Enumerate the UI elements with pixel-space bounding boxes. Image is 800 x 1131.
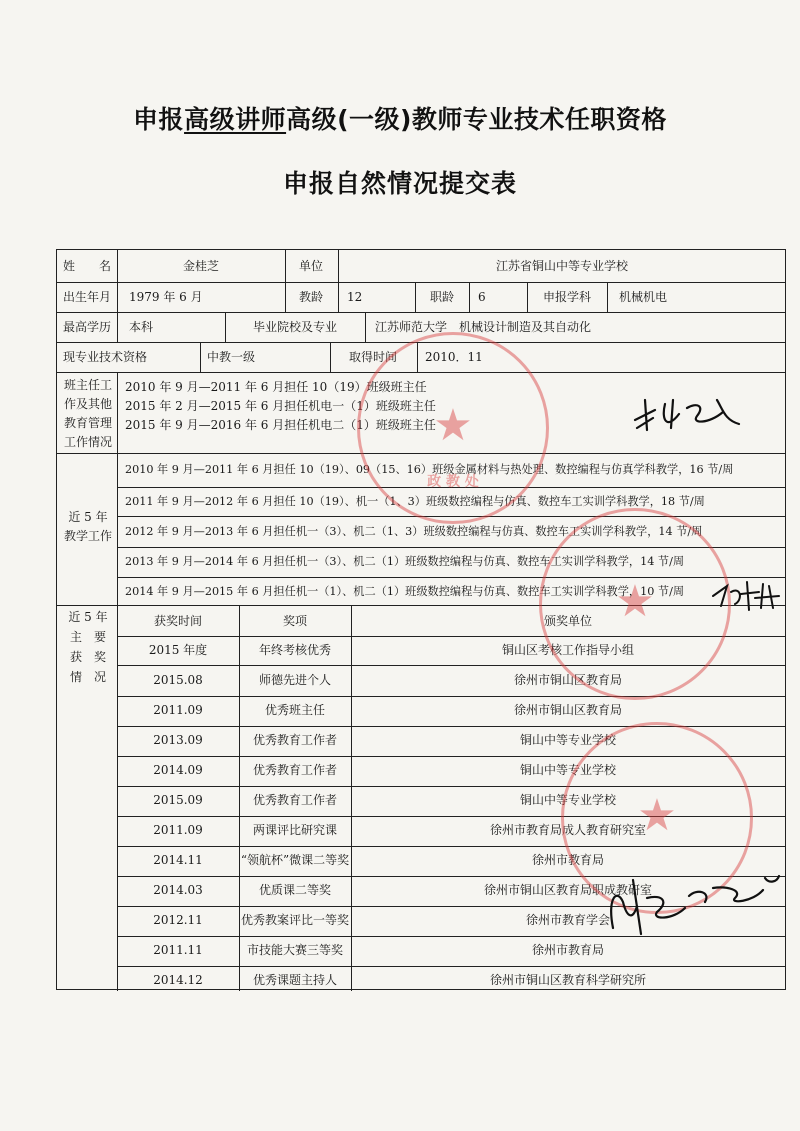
star-icon: ★ [433, 399, 473, 451]
award-name: 优秀教案评比一等奖 [240, 913, 350, 927]
management-label: 班主任工 作及其他 教育管理 工作情况 [63, 378, 112, 449]
subject-value: 机械机电 [619, 290, 668, 304]
teaching-line: 2012 年 9 月—2013 年 6 月担任机一（3）、机二（1、3）班级数控编程与仿真、数控车工实训学科教学，14 节/周 [125, 525, 703, 538]
obtain-time-value: 2010．11 [425, 350, 483, 364]
title-underlined-part: 高级讲师 [184, 105, 287, 134]
award-name-header: 奖项 [282, 614, 308, 628]
form-subtitle: 申报自然情况提交表 [282, 169, 517, 198]
teach-age-label: 教龄 [298, 290, 324, 304]
unit-value: 江苏省铜山中等专业学校 [495, 259, 629, 273]
handwritten-signature [707, 572, 787, 616]
award-name: 师德先进个人 [258, 673, 332, 687]
award-name: 优质课二等奖 [258, 883, 332, 897]
teaching-line: 2011 年 9 月—2012 年 6 月担任 10（19）、机一（1、3）班级数控编程与仿真、数控车工实训学科教学，18 节/周 [125, 495, 705, 508]
award-issuer: 铜山中等专业学校 [519, 763, 617, 777]
star-icon: ★ [637, 789, 677, 841]
birth-label: 出生年月 [62, 290, 112, 304]
award-issuer-header: 颁奖单位 [543, 614, 593, 628]
award-issuer: 徐州市铜山区教育局 [513, 703, 623, 717]
award-date: 2011.09 [153, 823, 203, 837]
award-date: 2014.11 [153, 853, 203, 867]
title-age-value: 6 [478, 290, 486, 304]
award-date: 2014.12 [153, 973, 203, 987]
award-date: 2015 年度 [148, 643, 208, 657]
award-name: “领航杯”微课二等奖 [240, 853, 350, 867]
award-issuer: 铜山区考核工作指导小组 [501, 643, 635, 657]
award-date: 2011.11 [153, 943, 203, 957]
management-line: 2010 年 9 月—2011 年 6 月担任 10（19）班级班主任 [125, 380, 427, 394]
birth-value: 1979 年 6 月 [129, 290, 203, 304]
management-lines [125, 378, 436, 435]
education-label: 最高学历 [62, 320, 112, 334]
teaching-line: 2013 年 9 月—2014 年 6 月担任机一（3）、机二（1）班级数控编程与仿真、数控车工实训学科教学，14 节/周 [125, 555, 685, 568]
award-date: 2014.03 [153, 883, 203, 897]
award-name: 优秀班主任 [264, 703, 326, 717]
award-issuer: 徐州市教育局成人教育研究室 [489, 823, 647, 837]
school-label: 毕业院校及专业 [252, 320, 338, 334]
qualification-value: 中教一级 [207, 350, 256, 364]
award-issuer: 徐州市教育局 [531, 853, 605, 867]
teaching-line: 2014 年 9 月—2015 年 6 月担任机一（1）、机二（1）班级数控编程与仿真、数控车工实训学科教学，10 节/周 [125, 585, 685, 598]
award-name: 优秀教育工作者 [252, 793, 338, 807]
title-part: 高级(一级)教师专业技术任职资格 [286, 105, 667, 134]
star-icon: ★ [615, 575, 655, 627]
school-value: 江苏师范大学 机械设计制造及其自动化 [375, 320, 592, 334]
management-line: 2015 年 9 月—2016 年 6 月担任机电二（1）班级班主任 [125, 418, 436, 432]
title-age-label: 职龄 [429, 290, 455, 304]
education-value: 本科 [129, 320, 154, 334]
award-issuer: 徐州市铜山区教育科学研究所 [489, 973, 647, 987]
form-title [0, 100, 800, 136]
award-date: 2011.09 [153, 703, 203, 717]
obtain-time-label: 取得时间 [348, 350, 398, 364]
award-issuer: 铜山中等专业学校 [519, 793, 617, 807]
award-name: 年终考核优秀 [258, 643, 332, 657]
teaching-line: 2010 年 9 月—2011 年 6 月担任 10（19）、09（15、16）班级金属材料与热处理、数控编程与仿真学科教学，16 节/周 [125, 463, 734, 476]
handwritten-signature [627, 390, 747, 440]
award-name: 两课评比研究课 [252, 823, 338, 837]
award-issuer: 徐州市教育学会 [525, 913, 611, 927]
award-date: 2015.09 [153, 793, 203, 807]
application-form-table [56, 249, 786, 990]
awards-label: 近 5 年 主 要 获 奖 情 况 [68, 610, 108, 684]
subject-label: 申报学科 [542, 290, 592, 304]
name-label: 姓 名 [62, 259, 112, 273]
award-date: 2015.08 [153, 673, 203, 687]
handwritten-signature [593, 868, 793, 938]
title-part: 申报 [133, 105, 185, 134]
award-date: 2014.09 [153, 763, 203, 777]
award-date: 2013.09 [153, 733, 203, 747]
award-name: 优秀教育工作者 [252, 733, 338, 747]
award-issuer: 铜山中等专业学校 [519, 733, 617, 747]
award-issuer: 徐州市铜山区教育局 [513, 673, 623, 687]
award-date: 2012.11 [153, 913, 203, 927]
award-date-header: 获奖时间 [153, 614, 203, 628]
award-issuer: 徐州市教育局 [531, 943, 605, 957]
teach-age-value: 12 [347, 290, 363, 304]
award-name: 优秀课题主持人 [252, 973, 338, 987]
management-line: 2015 年 2 月—2015 年 6 月担任机电一（1）班级班主任 [125, 399, 436, 413]
unit-label: 单位 [298, 259, 324, 273]
name-value: 金桂芝 [182, 259, 220, 273]
award-issuer: 徐州市铜山区教育局职成教研室 [483, 883, 653, 897]
stamp-text: 政 教 处 [427, 474, 479, 490]
award-name: 市技能大赛三等奖 [246, 943, 344, 957]
teaching-label: 近 5 年 教学工作 [63, 510, 112, 543]
award-name: 优秀教育工作者 [252, 763, 338, 777]
qualification-label: 现专业技术资格 [63, 350, 148, 364]
